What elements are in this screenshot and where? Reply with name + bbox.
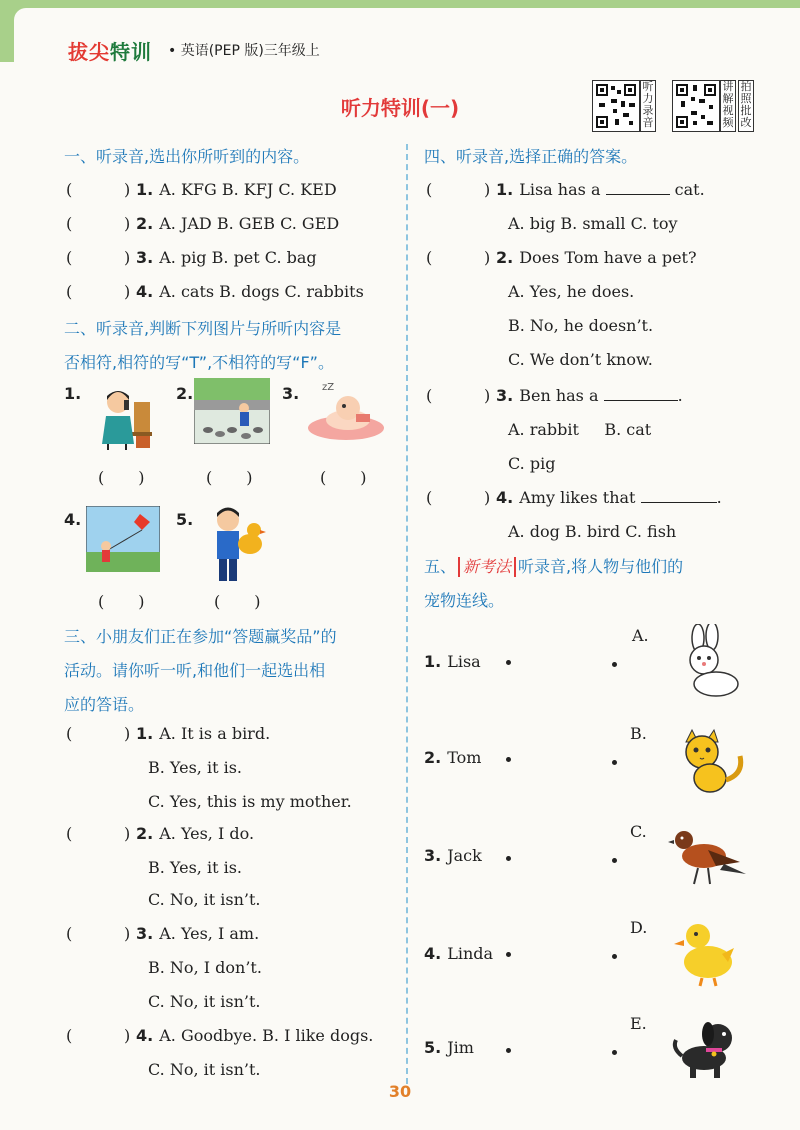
sec4-q1: ( ) 1. Lisa has a cat. [426, 180, 705, 199]
sec5-person-jack: 3. Jack [424, 846, 482, 865]
qr-label-audio: 听力录音 [640, 80, 656, 132]
sec4-q3-ab: A. rabbit B. cat [508, 420, 652, 439]
sec4-q2: ( ) 2. Does Tom have a pet? [426, 248, 697, 267]
page-title: 听力特训(一) [340, 96, 460, 120]
sec4-q2-c: C. We don’t know. [508, 350, 653, 369]
svg-text:zZ: zZ [322, 382, 335, 393]
sec1-item-4: ( ) 4. A. cats B. dogs C. rabbits [66, 282, 364, 301]
sec5-person-lisa: 1. Lisa [424, 652, 481, 671]
sec5-person-linda: 4. Linda [424, 944, 494, 963]
section-5-title-line-2: 宠物连线。 [424, 591, 505, 610]
section-4-title: 四、听录音,选择正确的答案。 [424, 147, 638, 166]
connect-dot-person-4[interactable] [506, 952, 511, 957]
sec2-answer-1[interactable]: ( ) [98, 468, 145, 487]
sleeping-baby-icon [304, 376, 388, 448]
kite-flying-icon [86, 506, 160, 576]
dog-icon [668, 1018, 748, 1086]
sec2-pic-number-2: 2. [176, 384, 194, 403]
pet-letter-a: A. [632, 626, 649, 645]
column-divider [406, 144, 408, 1084]
sec3-item-1: ( ) 1. A. It is a bird. [66, 724, 271, 743]
section-3-title-line-1: 三、小朋友们正在参加“答题赢奖品”的 [64, 627, 337, 646]
duck-icon [672, 918, 742, 994]
sec3-item-2-c: C. No, it isn’t. [148, 890, 261, 909]
brand-logo [68, 36, 152, 65]
sec2-answer-4[interactable]: ( ) [98, 592, 145, 611]
connect-dot-pet-b[interactable] [612, 760, 617, 765]
sec5-person-jim: 5. Jim [424, 1038, 474, 1057]
brand-red: 拔尖 [68, 40, 110, 64]
sec3-item-3: ( ) 3. A. Yes, I am. [66, 924, 260, 943]
sec1-item-1: ( ) 1. A. KFG B. KFJ C. KED [66, 180, 337, 199]
new-question-type-tag: 新考法 [458, 557, 516, 577]
girl-on-phone-icon [96, 382, 154, 456]
sec3-item-2-b: B. Yes, it is. [148, 858, 242, 877]
sec2-pic-number-3: 3. [282, 384, 300, 403]
fill-blank[interactable] [641, 486, 717, 503]
sec1-item-3: ( ) 3. A. pig B. pet C. bag [66, 248, 317, 267]
section-3-title-line-3: 应的答语。 [64, 695, 145, 714]
qr-code-audio-icon[interactable] [592, 80, 640, 132]
park-pigeons-icon [194, 378, 270, 448]
section-1-title: 一、听录音,选出你所听到的内容。 [64, 147, 310, 166]
sec1-item-2: ( ) 2. A. JAD B. GEB C. GED [66, 214, 340, 233]
connect-dot-pet-e[interactable] [612, 1050, 617, 1055]
pet-letter-d: D. [630, 918, 648, 937]
sec4-q2-a: A. Yes, he does. [508, 282, 635, 301]
connect-dot-pet-c[interactable] [612, 858, 617, 863]
sec2-pic-number-4: 4. [64, 510, 82, 529]
sec3-item-2: ( ) 2. A. Yes, I do. [66, 824, 255, 843]
sec3-item-3-c: C. No, it isn’t. [148, 992, 261, 1011]
sec2-answer-3[interactable]: ( ) [320, 468, 367, 487]
connect-dot-person-3[interactable] [506, 856, 511, 861]
sec2-answer-2[interactable]: ( ) [206, 468, 253, 487]
sec3-item-3-b: B. No, I don’t. [148, 958, 262, 977]
sec3-item-4: ( ) 4. A. Goodbye. B. I like dogs. [66, 1026, 374, 1045]
page-number: 30 [388, 1082, 412, 1101]
qr-code-video-icon[interactable] [672, 80, 720, 132]
sec4-q2-b: B. No, he doesn’t. [508, 316, 654, 335]
sec3-item-1-b: B. Yes, it is. [148, 758, 242, 777]
connect-dot-pet-d[interactable] [612, 954, 617, 959]
sec4-q1-options: A. big B. small C. toy [508, 214, 678, 233]
sec3-item-4-c: C. No, it isn’t. [148, 1060, 261, 1079]
sec4-q4-options: A. dog B. bird C. fish [508, 522, 677, 541]
section-2-title-line-1: 二、听录音,判断下列图片与所听内容是 [64, 319, 342, 338]
sec4-q3: ( ) 3. Ben has a . [426, 386, 683, 405]
section-5-title-line-1: 五、 新考法 听录音,将人物与他们的 [424, 557, 684, 576]
cat-icon [670, 720, 750, 800]
sec4-q4: ( ) 4. Amy likes that . [426, 488, 722, 507]
fill-blank[interactable] [604, 384, 678, 401]
connect-dot-person-2[interactable] [506, 757, 511, 762]
sec2-pic-number-5: 5. [176, 510, 194, 529]
sec4-q3-c: C. pig [508, 454, 556, 473]
section-2-title-line-2: 否相符,相符的写“T”,不相符的写“F”。 [64, 353, 334, 372]
bird-icon [668, 822, 748, 896]
book-subtitle: • 英语(PEP 版)三年级上 [168, 43, 320, 59]
pet-letter-c: C. [630, 822, 647, 841]
sec2-answer-5[interactable]: ( ) [214, 592, 261, 611]
sec2-pic-number-1: 1. [64, 384, 82, 403]
connect-dot-person-5[interactable] [506, 1048, 511, 1053]
section-3-title-line-2: 活动。请你听一听,和他们一起选出相 [64, 661, 326, 680]
qr-label-photo: 拍照批改 [738, 80, 754, 132]
qr-label-video: 讲解视频 [720, 80, 736, 132]
sec5-person-tom: 2. Tom [424, 748, 482, 767]
brand-green: 特训 [110, 40, 152, 64]
pet-letter-e: E. [630, 1014, 647, 1033]
connect-dot-person-1[interactable] [506, 660, 511, 665]
rabbit-icon [672, 624, 748, 704]
boy-with-duck-icon [206, 504, 268, 588]
sec3-item-1-c: C. Yes, this is my mother. [148, 792, 352, 811]
pet-letter-b: B. [630, 724, 647, 743]
connect-dot-pet-a[interactable] [612, 662, 617, 667]
fill-blank[interactable] [606, 178, 670, 195]
